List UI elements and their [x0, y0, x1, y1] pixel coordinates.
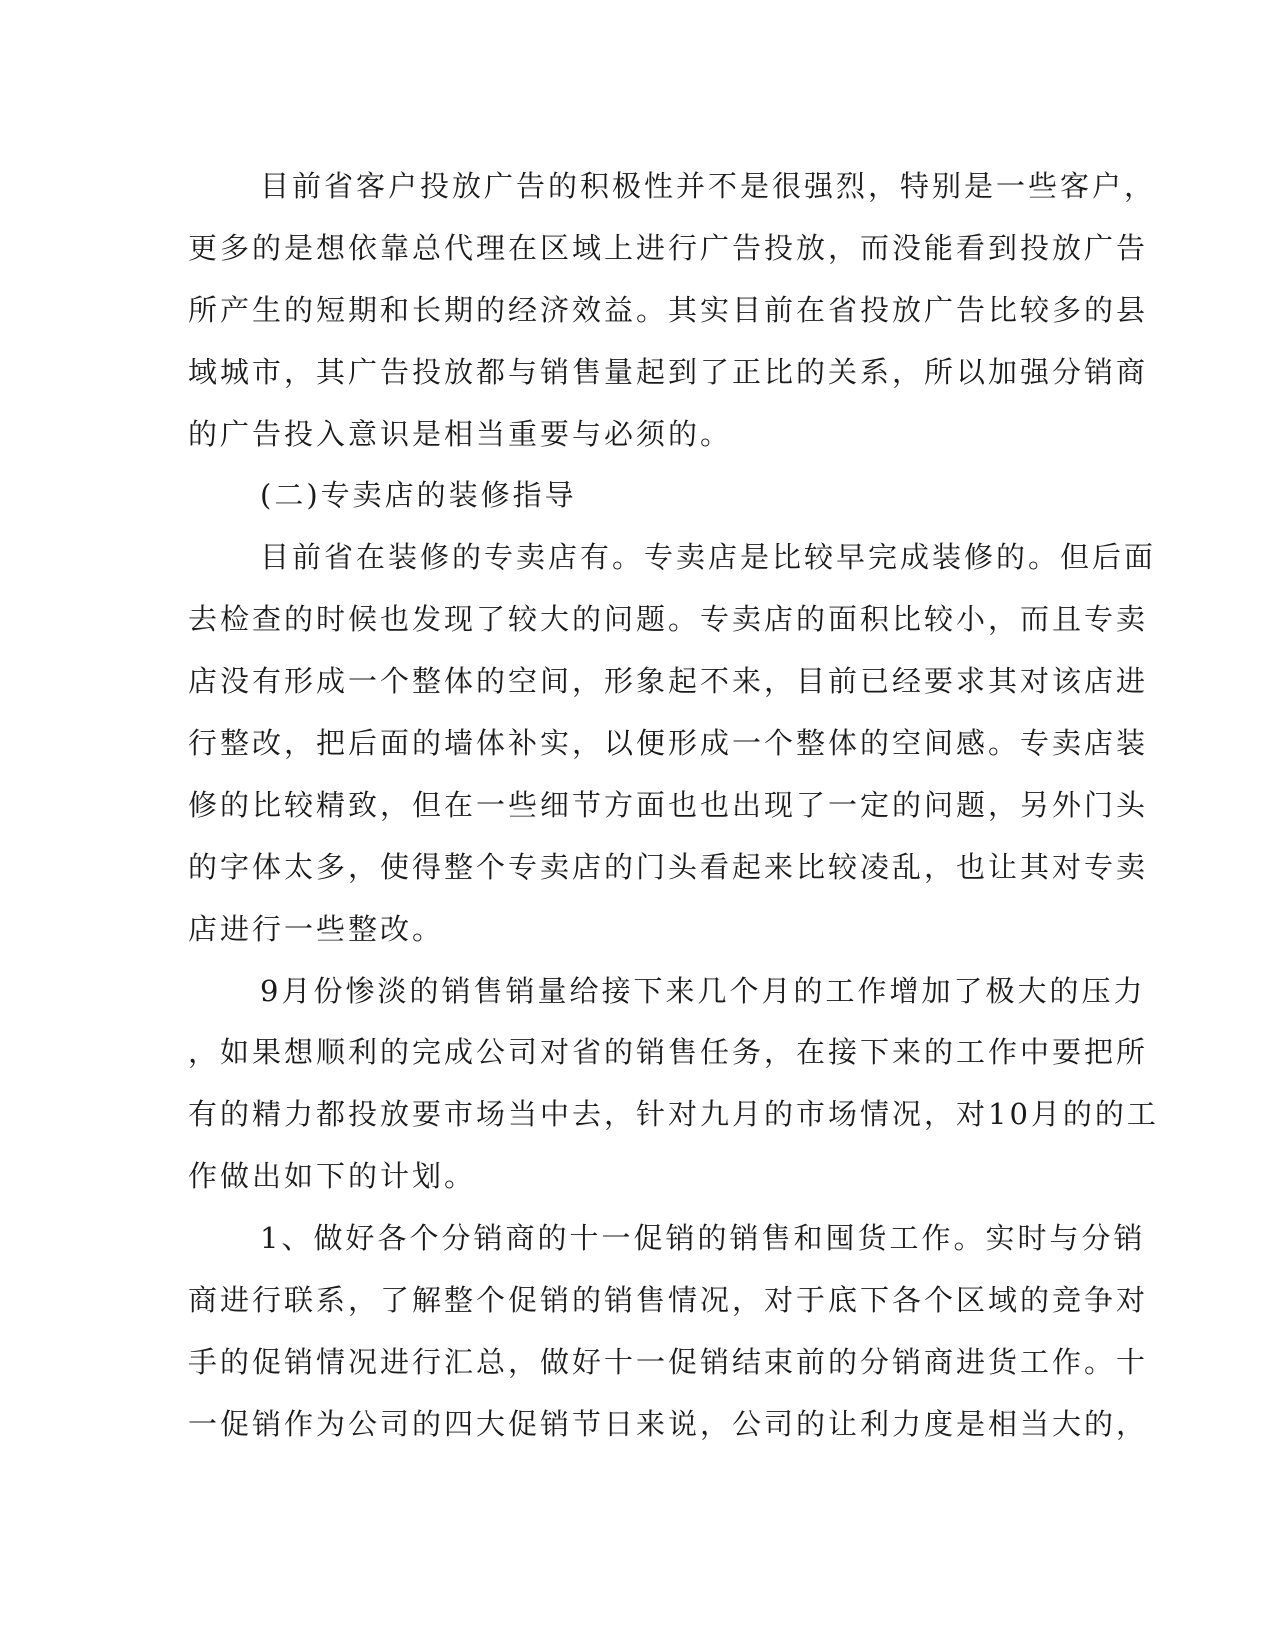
text-line: 9月份惨淡的销售销量给接下来几个月的工作增加了极大的压力 — [260, 973, 1146, 1008]
text-line: 目前省在装修的专卖店有。专卖店是比较早完成装修的。但后面 — [260, 540, 1157, 575]
text-line: 有的精力都投放要市场当中去，针对九月的市场情况，对10月的的工 — [188, 1097, 1159, 1132]
text-line: 所产生的短期和长期的经济效益。其实目前在省投放广告比较多的县 — [188, 292, 1149, 327]
text-line: 1、做好各个分销商的十一促销的销售和囤货工作。实时与分销 — [260, 1221, 1146, 1256]
text-line: 行整改，把后面的墙体补实，以便形成一个整体的空间感。专卖店装 — [188, 726, 1149, 761]
text-line: 更多的是想依靠总代理在区域上进行广告投放，而没能看到投放广告 — [188, 230, 1149, 265]
text-line: 商进行联系，了解整个促销的销售情况，对于底下各个区域的竞争对 — [188, 1283, 1149, 1318]
text-line: 修的比较精致，但在一些细节方面也也出现了一定的问题，另外门头 — [188, 787, 1149, 822]
text-line: 手的促销情况进行汇总，做好十一促销结束前的分销商进货工作。十 — [188, 1344, 1149, 1379]
text-line: 的广告投入意识是相当重要与必须的。 — [188, 416, 733, 451]
text-line: 目前省客户投放广告的积极性并不是很强烈，特别是一些客户， — [260, 169, 1157, 203]
section-heading: (二)专卖店的装修指导 — [260, 478, 577, 513]
text-line: 店没有形成一个整体的空间，形象起不来，目前已经要求其对该店进 — [188, 664, 1149, 699]
text-line: 一促销作为公司的四大促销节日来说，公司的让利力度是相当大的， — [188, 1406, 1149, 1441]
text-line: ，如果想顺利的完成公司对省的销售任务，在接下来的工作中要把所 — [188, 1035, 1149, 1070]
text-line: 去检查的时候也发现了较大的问题。专卖店的面积比较小，而且专卖 — [188, 602, 1149, 637]
text-line: 域城市，其广告投放都与销售量起到了正比的关系，所以加强分销商 — [188, 354, 1149, 389]
text-line: 作做出如下的计划。 — [188, 1159, 477, 1194]
text-line: 店进行一些整改。 — [188, 911, 445, 946]
text-line: 的字体太多，使得整个专卖店的门头看起来比较凌乱，也让其对专卖 — [188, 849, 1149, 884]
document-body — [188, 156, 1159, 1456]
